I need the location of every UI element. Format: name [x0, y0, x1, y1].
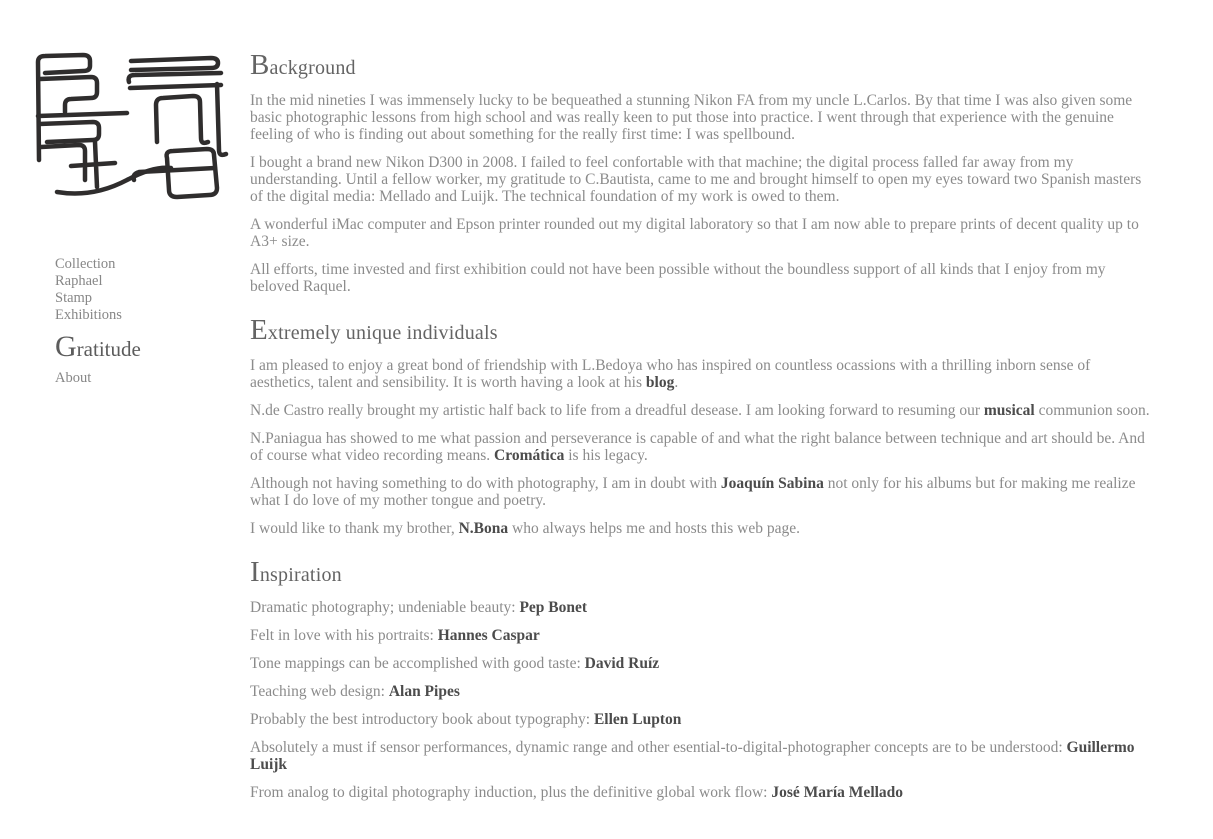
- section-heading-extremely-unique-individuals: Extremely unique individuals: [250, 314, 498, 346]
- link-hannes-caspar[interactable]: Hannes Caspar: [437, 627, 540, 644]
- paragraph: [250, 402, 1156, 419]
- section-heading-inspiration: Inspiration: [250, 556, 342, 588]
- site-logo[interactable]: [35, 52, 235, 202]
- link-n-bona[interactable]: N.Bona: [458, 520, 509, 537]
- text-run: Although not having something to do with photography, I am in doubt with: [250, 475, 721, 492]
- text-run: I would like to thank my brother,: [250, 520, 459, 537]
- link-david-ruiz[interactable]: David Ruíz: [584, 655, 660, 672]
- paragraph: [250, 627, 1156, 644]
- link-ellen-lupton[interactable]: Ellen Lupton: [593, 711, 682, 728]
- main-content: [250, 50, 1156, 812]
- text-run: From analog to digital photography induction, plus the definitive global work flow:: [250, 784, 772, 801]
- link-joaquin-sabina[interactable]: Joaquín Sabina: [720, 475, 824, 492]
- paragraph: [250, 599, 1156, 616]
- text-run: Felt in love with his portraits:: [250, 627, 438, 644]
- paragraph: [250, 475, 1156, 509]
- paragraph: [250, 739, 1156, 773]
- text-run: Absolutely a must if sensor performances, dynamic range and other esential-to-digital-photographer concepts are to be understood:: [250, 739, 1067, 756]
- sidebar-item-stamp[interactable]: Stamp: [55, 290, 93, 306]
- text-run: I bought a brand new Nikon D300 in 2008. I failed to feel confortable with that machine; the digital process falled far away from my understanding. Until a fellow worker, my gratitude to C.Bautista, came to me and brought himself to open my eyes toward two Spanish masters of the digital media: Mellado and Luijk. The technical foundation of my work is owed to them.: [250, 154, 1142, 205]
- paragraph: [250, 92, 1156, 143]
- hand-drawn-monogram-icon: [35, 52, 235, 202]
- text-run: In the mid nineties I was immensely lucky to be bequeathed a stunning Nikon FA from my uncle L.Carlos. By that time I was also given some basic photographic lessons from high school and was really keen to put those into practice. I went through that experience with the genuine feeling of who is finding out about something for the really first time: I was spellbound.: [250, 92, 1133, 143]
- sidebar-item-collection[interactable]: Collection: [55, 256, 116, 272]
- paragraph: [250, 154, 1156, 205]
- link-guillermo-luijk[interactable]: Guillermo Luijk: [250, 739, 1135, 773]
- text-run: A wonderful iMac computer and Epson printer rounded out my digital laboratory so that I am now able to prepare prints of decent quality up to A3+ size.: [250, 216, 1139, 250]
- link-cromatica[interactable]: Cromática: [494, 447, 565, 464]
- paragraph: [250, 216, 1156, 250]
- paragraph: [250, 520, 1156, 537]
- text-run: who always helps me and hosts this web page.: [508, 520, 800, 537]
- paragraph: [250, 430, 1156, 464]
- sidebar-item-raphael[interactable]: Raphael: [55, 273, 103, 289]
- text-run: Probably the best introductory book about typography:: [250, 711, 594, 728]
- paragraph: [250, 711, 1156, 728]
- paragraph: [250, 357, 1156, 391]
- text-run: is his legacy.: [564, 447, 648, 464]
- paragraph: [250, 683, 1156, 700]
- text-run: All efforts, time invested and first exhibition could not have been possible without the boundless support of all kinds that I enjoy from my beloved Raquel.: [250, 261, 1106, 295]
- sidebar-item-exhibitions[interactable]: Exhibitions: [55, 307, 122, 323]
- section-heading-background: Background: [250, 49, 356, 81]
- sidebar-nav: [55, 256, 240, 387]
- paragraph: [250, 784, 1156, 801]
- text-run: not only for his albums but for making me realize what I do love of my mother tongue and poetry.: [250, 475, 1136, 509]
- text-run: N.de Castro really brought my artistic half back to life from a dreadful desease. I am looking forward to resuming our: [250, 402, 984, 419]
- link-jose-maria-mellado[interactable]: José María Mellado: [771, 784, 904, 801]
- paragraph: [250, 655, 1156, 672]
- link-pep-bonet[interactable]: Pep Bonet: [519, 599, 588, 616]
- sidebar-item-gratitude[interactable]: Gratitude: [55, 330, 141, 363]
- text-run: N.Paniagua has showed to me what passion and perseverance is capable of and what the right balance between technique and art should be. And of course what video recording means.: [250, 430, 1145, 464]
- text-run: Teaching web design:: [250, 683, 389, 700]
- link-musical[interactable]: musical: [983, 402, 1035, 419]
- link-blog[interactable]: blog: [645, 374, 675, 391]
- text-run: .: [674, 374, 679, 391]
- sidebar-item-about[interactable]: About: [55, 370, 92, 386]
- text-run: Dramatic photography; undeniable beauty:: [250, 599, 520, 616]
- link-alan-pipes[interactable]: Alan Pipes: [388, 683, 460, 700]
- text-run: communion soon.: [1034, 402, 1150, 419]
- text-run: Tone mappings can be accomplished with good taste:: [250, 655, 585, 672]
- paragraph: [250, 261, 1156, 295]
- text-run: I am pleased to enjoy a great bond of friendship with L.Bedoya who has inspired on countless ocassions with a thrilling inborn sense of aesthetics, talent and sensibility. It is worth having a look at his: [250, 357, 1091, 391]
